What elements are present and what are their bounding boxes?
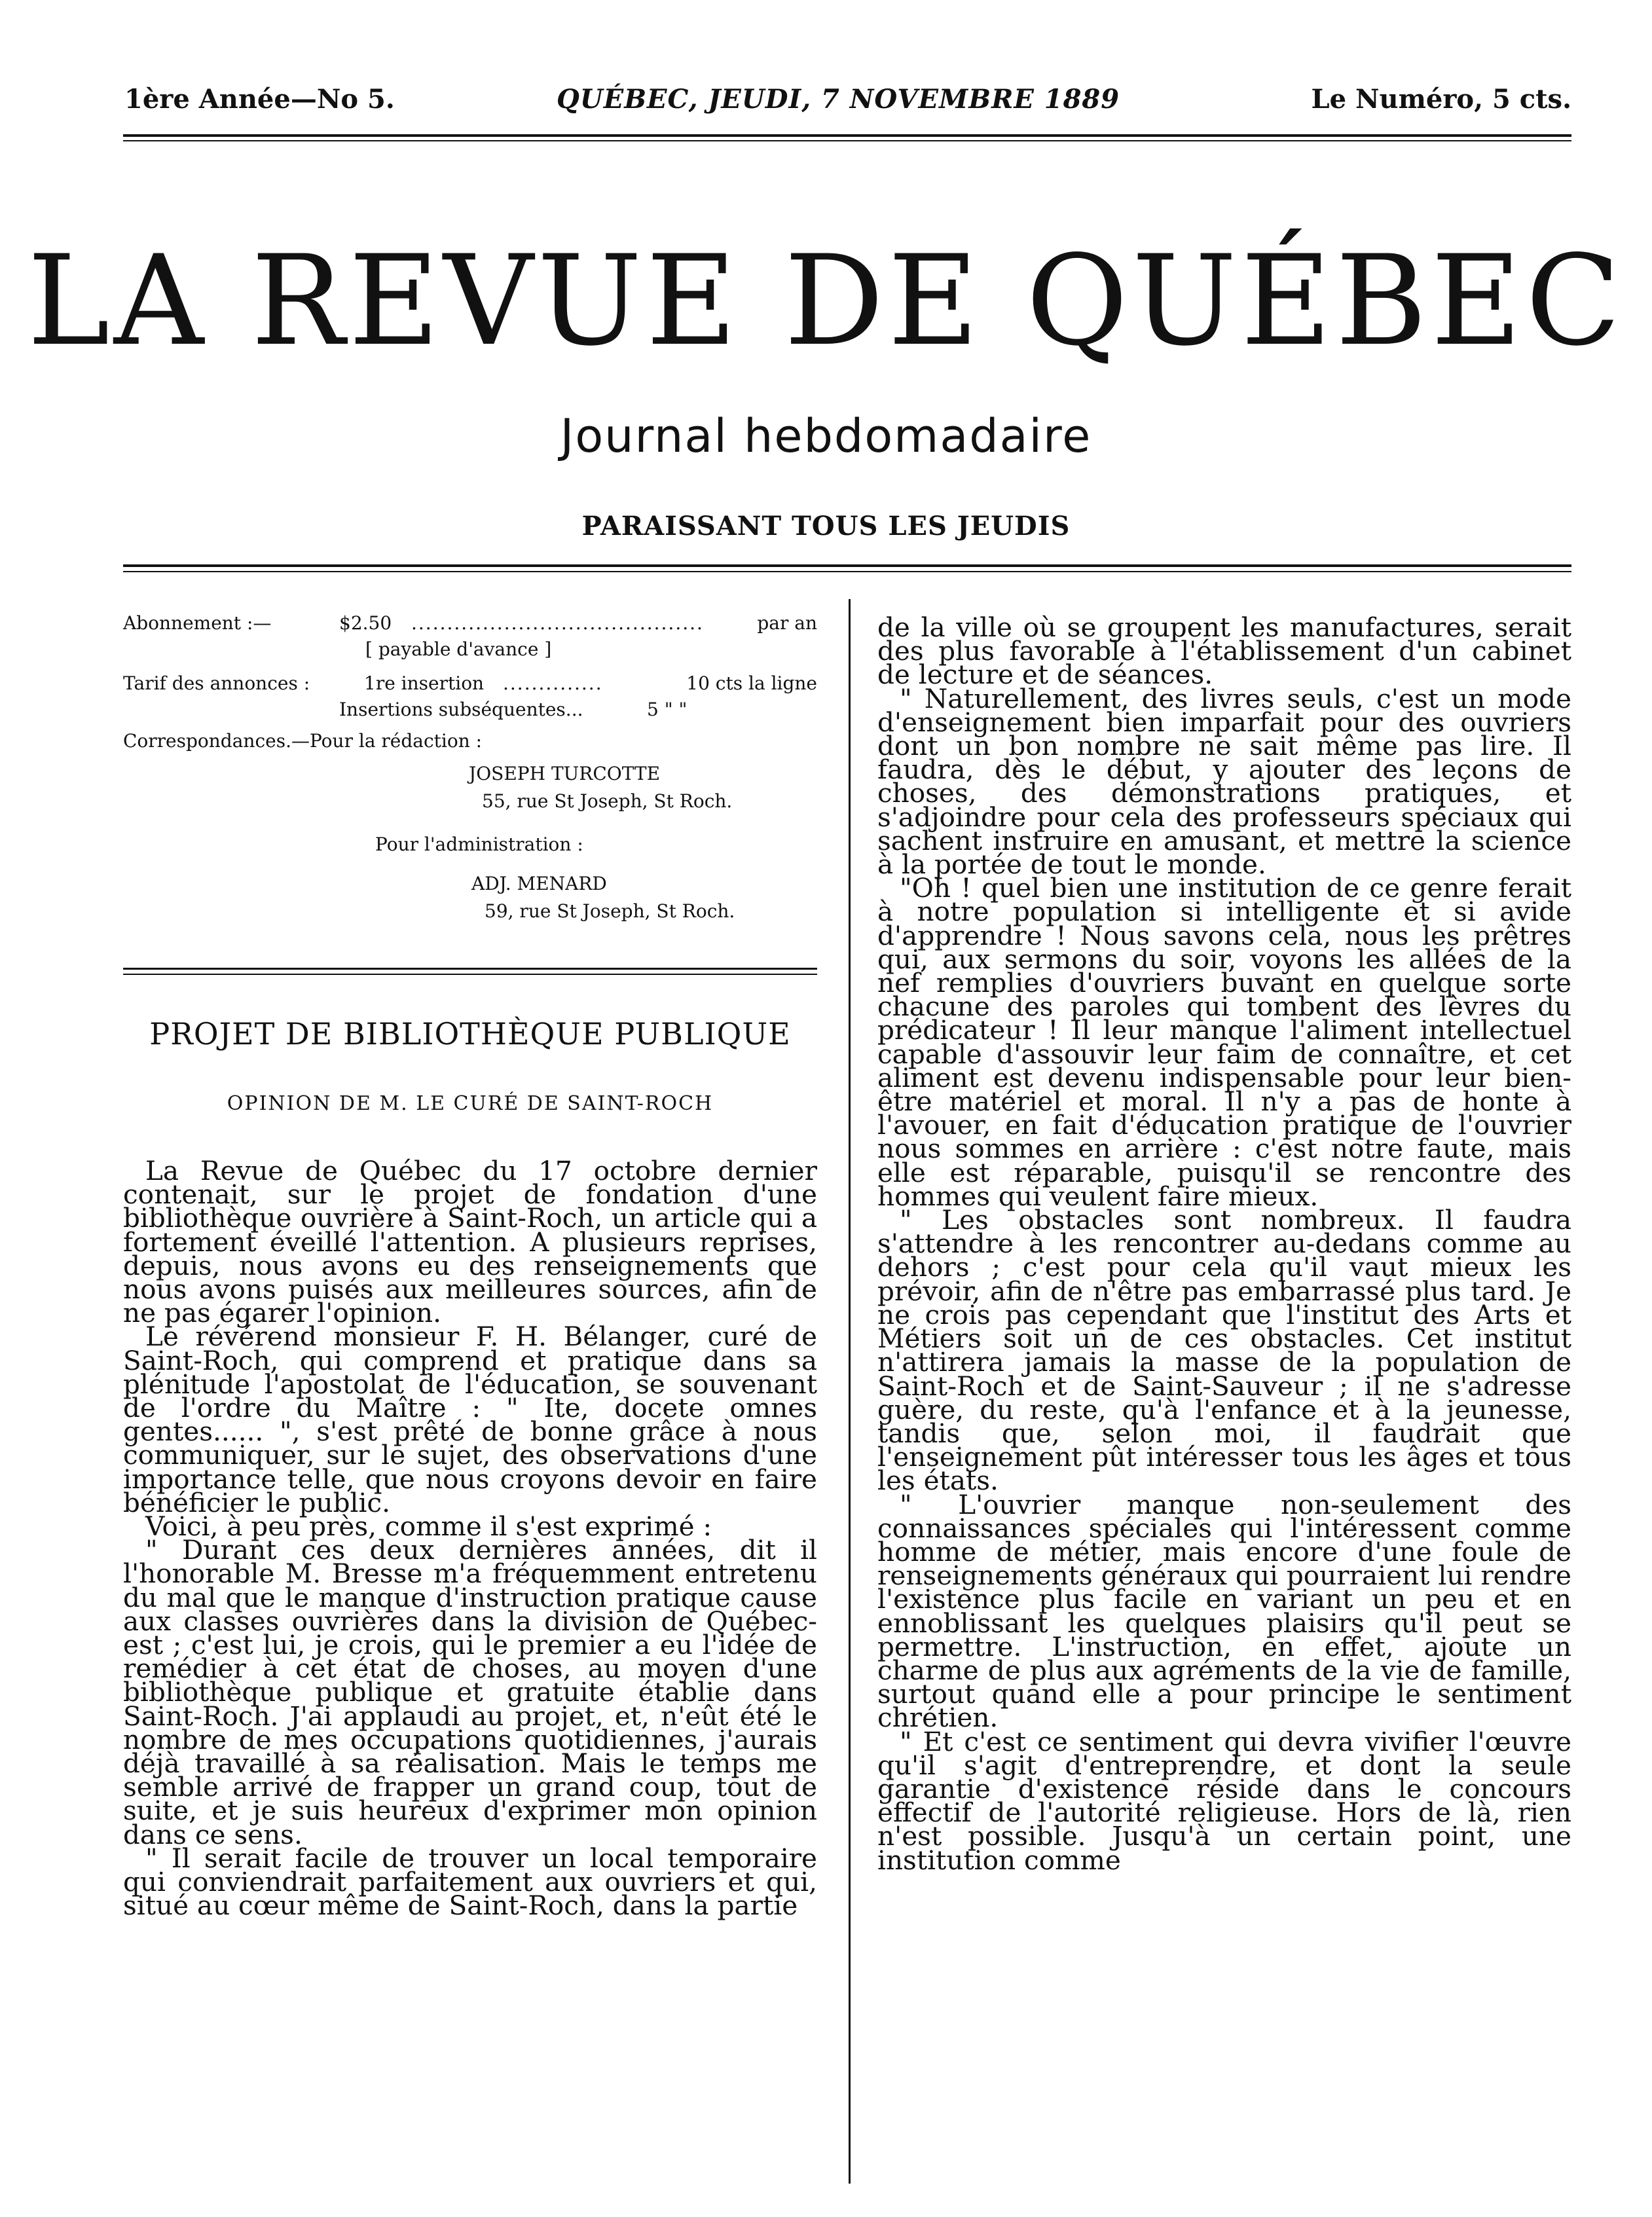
ads-line bbox=[123, 672, 817, 694]
admin-address: 59, rue St Joseph, St Roch. bbox=[485, 900, 735, 922]
info-rule bbox=[123, 968, 817, 970]
ads-next-price: 5 " " bbox=[647, 699, 688, 720]
masthead-rule-thin bbox=[123, 571, 1571, 572]
subscription-dots: ......................................... bbox=[411, 612, 704, 634]
paragraph: " Les obstacles sont nombreux. Il faudra s'attendre à les rencontrer au-dedans comme au dehors ; c'est pour cela qu'il vaut mieux les prévoir, afin de n'être pas embarrassé plus tard. Je ne crois pas cependant que l'institut des Arts et Métiers soit un de ces obstacles. Cet institut n'attirera jamais la masse de la population de Saint-Roch et de Saint-Sauveur ; il ne s'adresse guère, du reste, qu'à l'enfance et à la jeunesse, tandis que, selon moi, il faudrait que l'enseignement pût intéresser tous les âges et tous les états. bbox=[877, 1204, 1571, 1497]
paragraph: " L'ouvrier manque non-seulement des connaissances spéciales qui l'intéressent comme homme de métier, mais encore d'une foule de renseignements généraux qui pourraient lui rendre l'existence plus facile en variant un peu et en ennoblissant les quelques plaisirs qu'il peut se permettre. L'instruction, en effet, ajoute un charme de plus aux agréments de la vie de famille, surtout quand elle a pour principe le sentiment chrétien. bbox=[877, 1488, 1571, 1734]
correspondence-label: Correspondances.—Pour la rédaction : bbox=[123, 730, 483, 752]
dateline: QUÉBEC, JEUDI, 7 NOVEMBRE 1889 bbox=[557, 84, 1120, 115]
ads-first-price: 10 cts la ligne bbox=[686, 672, 817, 694]
header-rule-thin bbox=[123, 140, 1571, 141]
ads-next: Insertions subséquentes... bbox=[339, 699, 583, 720]
article-title: PROJET DE BIBLIOTHÈQUE PUBLIQUE bbox=[149, 1016, 791, 1052]
publication-frequency: PARAISSANT TOUS LES JEUDIS bbox=[581, 511, 1071, 541]
subscription-note: [ payable d'avance ] bbox=[365, 638, 552, 660]
info-rule-thin bbox=[123, 974, 817, 975]
subscription-unit: par an bbox=[757, 612, 817, 634]
paragraph: de la ville où se groupent les manufactures, serait des plus favorable à l'établissement d'un cabinet de lecture et de séances. bbox=[877, 612, 1571, 691]
newspaper-title: LA REVUE DE QUÉBEC bbox=[27, 229, 1625, 373]
newspaper-subtitle: Journal hebdomadaire bbox=[560, 409, 1092, 463]
article-body-right bbox=[877, 612, 1571, 1876]
masthead-rule bbox=[123, 564, 1571, 567]
paragraph: Le révérend monsieur F. H. Bélanger, curé de Saint-Roch, qui comprend et pratique dans sa plénitude l'apostolat de l'éducation, se souvenant de l'ordre du Maître : " Ite, docete omnes gentes...... ", s'est prêté de bonne grâce à nous communiquer, sur le sujet, des observations d'une importance telle, que nous croyons devoir en faire bénéficier le public. bbox=[123, 1321, 817, 1518]
subscription-line bbox=[123, 612, 817, 634]
subscription-price: $2.50 bbox=[339, 612, 392, 634]
admin-label: Pour l'administration : bbox=[375, 834, 583, 855]
paragraph: " Naturellement, des livres seuls, c'est un mode d'enseignement bien imparfait pour des ouvriers dont un bon nombre ne sait même pas lire. Il faudra, dès le début, y ajouter des leçons de choses, des démonstrations pratiques, et s'adjoindre pour cela des professeurs spéciaux qui sachent instruire en amusant, et mettre la science à la portée de tout le monde. bbox=[877, 682, 1571, 881]
ads-label: Tarif des annonces : bbox=[123, 672, 310, 694]
paragraph: Voici, à peu près, comme il s'est exprimé : bbox=[145, 1511, 712, 1543]
editor-name: JOSEPH TURCOTTE bbox=[469, 763, 661, 784]
admin-name: ADJ. MENARD bbox=[471, 873, 607, 894]
paragraph: " Et c'est ce sentiment qui devra vivifier l'œuvre qu'il s'agit d'entreprendre, et dont la seule garantie d'existence réside dans le concours effectif de l'autorité religieuse. Hors de là, rien n'est possible. Jusqu'à un certain point, une institution comme bbox=[877, 1725, 1571, 1876]
subscription-label: Abonnement :— bbox=[123, 612, 272, 634]
issue-number: 1ère Année—No 5. bbox=[124, 84, 395, 115]
header-rule bbox=[123, 134, 1571, 137]
column-divider bbox=[849, 599, 851, 2184]
issue-header bbox=[124, 84, 1571, 117]
ads-dots: .............. bbox=[503, 672, 603, 694]
editor-address: 55, rue St Joseph, St Roch. bbox=[482, 790, 733, 812]
issue-price: Le Numéro, 5 cts. bbox=[1311, 84, 1571, 115]
ads-first: 1re insertion bbox=[364, 672, 485, 694]
paragraph: "Oh ! quel bien une institution de ce genre ferait à notre population si intelligente et si avide d'apprendre ! Nous savons cela, nous les prêtres qui, aux sermons du soir, voyons les allées de la nef remplies d'ouvriers buvant en quelque sorte chacune des paroles qui tombent des lèvres du prédicateur ! Il leur manque l'aliment intellectuel capable d'assouvir leur faim de connaître, et cet aliment est devenu indispensable pour leur bien-être matériel et moral. Il n'y a pas de honte à l'avouer, en fait d'éducation pratique de l'ouvrier nous sommes en arrière : c'est notre faute, mais elle est réparable, puisqu'il se rencontre des hommes qui veulent faire mieux. bbox=[877, 872, 1571, 1212]
paragraph: " Durant ces deux dernières années, dit il l'honorable M. Bresse m'a fréquemment entretenu du mal que le manque d'instruction pratique cause aux classes ouvrières dans la division de Québec-est ; c'est lui, je crois, qui le premier a eu l'idée de remédier à cet état de choses, au moyen d'une bibliothèque publique et gratuite établie dans Saint-Roch. J'ai applaudi au projet, et, n'eût été le nombre de mes occupations quotidiennes, j'aurais déjà travaillé à sa réalisation. Mais le temps me semble arrivé de frapper un grand coup, tout de suite, et je suis heureux d'exprimer mon opinion dans ce sens. bbox=[123, 1534, 817, 1850]
article-subtitle: OPINION DE M. LE CURÉ DE SAINT-ROCH bbox=[227, 1092, 714, 1115]
article-body-left bbox=[123, 1155, 817, 1922]
paragraph: La Revue de Québec du 17 octobre dernier contenait, sur le projet de fondation d'une bibliothèque ouvrière à Saint-Roch, un article qui a fortement éveillé l'attention. A plusieurs reprises, depuis, nous avons eu des renseignements que nous avons puisés aux meilleures sources, afin de ne pas égarer l'opinion. bbox=[123, 1155, 817, 1329]
paragraph: " Il serait facile de trouver un local temporaire qui conviendrait parfaitement aux ouvriers et qui, situé au cœur même de Saint-Roch, dans la partie bbox=[123, 1842, 817, 1922]
